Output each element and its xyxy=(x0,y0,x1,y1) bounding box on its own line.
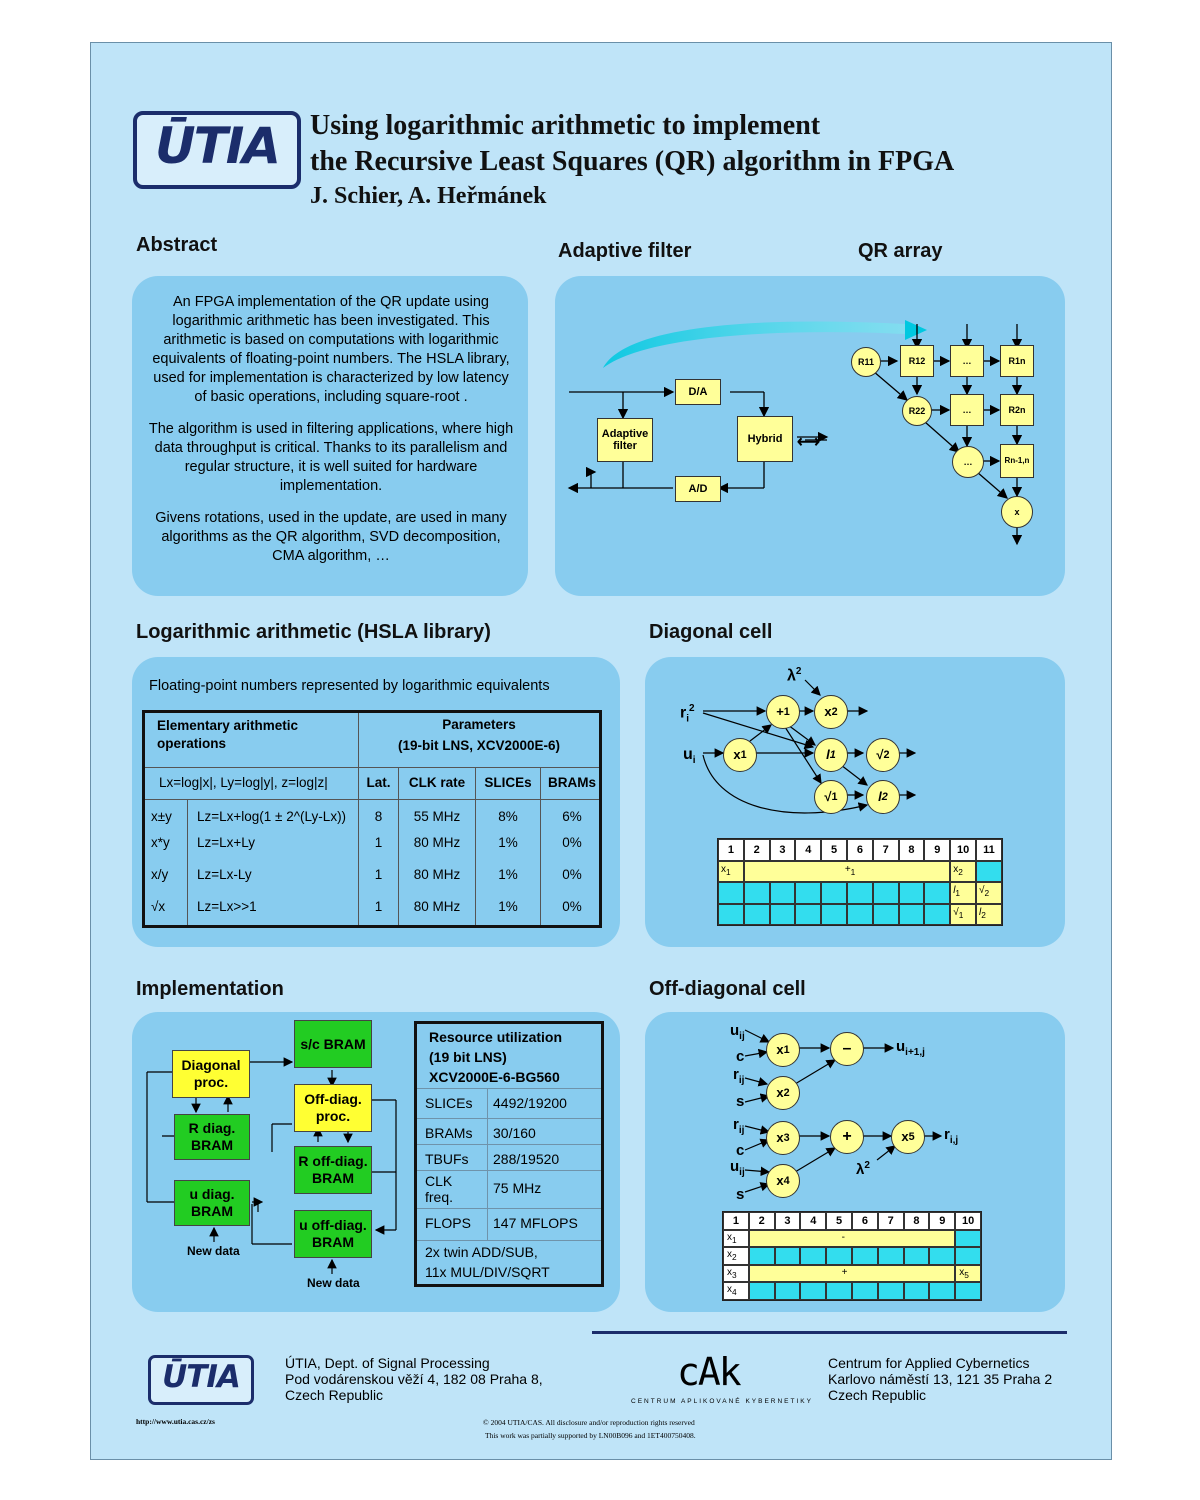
diag-sched-cell xyxy=(924,904,950,926)
res-value: 75 MHz xyxy=(493,1180,542,1196)
off-sched-head: 5 xyxy=(826,1212,852,1230)
diag-sched-cell xyxy=(899,882,925,904)
qr-dots-2: … xyxy=(950,394,984,426)
off-diagonal-cell-heading: Off-diagonal cell xyxy=(649,978,806,1000)
off-sched-label: $x_4$ xyxy=(727,1284,737,1298)
off-sched-head: 3 xyxy=(775,1212,801,1230)
off-sched-cell xyxy=(955,1282,981,1300)
diag-sched-head: 5 xyxy=(821,839,847,861)
diag-sched-cell xyxy=(976,861,1002,883)
qr-r22: R22 xyxy=(902,396,932,426)
hsla-cell-op: √x xyxy=(151,899,166,914)
diag-sched-cell xyxy=(847,904,873,926)
hsla-cell-slices: 1% xyxy=(498,835,518,850)
diag-sched-cell xyxy=(770,904,796,926)
offdiag-x2-node: x 2 xyxy=(766,1076,800,1110)
diag-sched-cell xyxy=(873,882,899,904)
diag-sq2-node: √ 2 xyxy=(866,738,900,772)
hsla-cell-lat: 1 xyxy=(374,835,383,850)
hsla-cell-slices: 1% xyxy=(498,899,518,914)
qr-r12: R12 xyxy=(900,345,934,377)
diag-sched-head: 9 xyxy=(924,839,950,861)
off-sched-cell xyxy=(929,1247,955,1265)
diagonal-proc-box: Diagonal proc. xyxy=(172,1050,250,1098)
resource-utilization-table xyxy=(414,1021,604,1287)
off-sched-label: $x_2$ xyxy=(727,1249,737,1263)
abstract-panel xyxy=(132,276,528,596)
diagonal-cell-heading: Diagonal cell xyxy=(649,621,773,643)
diag-sched-label: $√_1$ xyxy=(953,906,964,920)
abstract-paragraph-2: The algorithm is used in filtering applications, where high data throughput is critical. Thanks to its parallelism and regular structure, it is well suited for hardware implementation. xyxy=(148,421,514,494)
hsla-cell-brams: 0% xyxy=(562,867,582,882)
off-sched-label: - xyxy=(841,1231,846,1243)
hsla-cell-slices: 8% xyxy=(498,809,518,824)
off-sched-cell xyxy=(800,1282,826,1300)
offdiag-uij-1: $u_{ij}$ xyxy=(730,1022,745,1042)
diag-sched-cell xyxy=(718,904,744,926)
diag-sched-label: $l_2$ xyxy=(979,906,986,920)
hsla-cell-op: x±y xyxy=(151,809,172,824)
diag-ui: $u_i$ xyxy=(683,746,696,767)
diag-sched-cell xyxy=(899,904,925,926)
offdiag-x5-node: x 5 xyxy=(891,1120,925,1154)
offdiag-c-1: c xyxy=(736,1048,745,1065)
diag-sched-head: 3 xyxy=(770,839,796,861)
res-row xyxy=(417,1144,601,1171)
off-sched-label: + xyxy=(841,1266,848,1278)
hsla-table-frame xyxy=(142,710,602,928)
diag-sched-label: $√_2$ xyxy=(979,885,990,898)
offdiag-c-2: c xyxy=(736,1142,745,1159)
diag-sched-head: 8 xyxy=(899,839,925,861)
off-sched-head: 6 xyxy=(852,1212,878,1230)
off-sched-label: $x_5$ xyxy=(959,1266,969,1280)
diag-sched-cell xyxy=(821,882,847,904)
new-data-label-2: New data xyxy=(307,1276,360,1290)
hsla-cell-lat: 8 xyxy=(374,809,383,824)
diag-schedule xyxy=(717,838,1003,926)
off-sched-head: 1 xyxy=(723,1212,749,1230)
hsla-cell-clk: 55 MHz xyxy=(413,809,461,824)
footer-rule xyxy=(592,1331,1067,1334)
diag-sched-head: 11 xyxy=(976,839,1002,861)
res-key: BRAMs xyxy=(425,1125,473,1141)
res-value: 288/19520 xyxy=(493,1151,560,1167)
hsla-cell-clk: 80 MHz xyxy=(413,899,461,914)
diag-sched-head: 4 xyxy=(795,839,821,861)
offdiag-rij-1: $r_{ij}$ xyxy=(733,1066,745,1086)
adaptive-filter-heading: Adaptive filter xyxy=(558,240,692,262)
hsla-head-right-2: (19-bit LNS, XCV2000E-6) xyxy=(397,738,561,753)
cak-logo: cAk xyxy=(677,1350,740,1394)
offdiag-x3-node: x 3 xyxy=(766,1121,800,1155)
off-sched-head: 7 xyxy=(878,1212,904,1230)
footer-utia-address: ÚTIA, Dept. of Signal Processing Pod vodárenskou věží 4, 182 08 Praha 8, Czech Republic xyxy=(285,1355,543,1403)
off-sched-cell xyxy=(929,1282,955,1300)
qr-r11: R11 xyxy=(851,347,881,377)
hybrid-box: Hybrid xyxy=(737,416,793,462)
diag-sched-head: 7 xyxy=(873,839,899,861)
offdiag-out-r: $r_{i,j}$ xyxy=(944,1126,959,1146)
diag-sched-label: $x_2$ xyxy=(953,863,963,877)
off-sched-cell xyxy=(852,1282,878,1300)
off-sched-head: 4 xyxy=(800,1212,826,1230)
off-sched-cell xyxy=(800,1247,826,1265)
diag-sched-cell xyxy=(847,882,873,904)
off-sched-cell xyxy=(749,1247,775,1265)
hsla-cell-formula: Lz=Lx+Ly xyxy=(197,835,256,850)
res-note-1: 2x twin ADD/SUB, xyxy=(425,1244,538,1260)
offdiag-rij-2: $r_{ij}$ xyxy=(733,1116,745,1136)
offdiag-x1-node: x 1 xyxy=(766,1033,800,1067)
off-sched-cell xyxy=(826,1282,852,1300)
hsla-cell-lat: 1 xyxy=(374,867,383,882)
hsla-cell-op: x*y xyxy=(151,835,170,850)
diag-sched-cell xyxy=(821,904,847,926)
off-sched-head: 10 xyxy=(955,1212,981,1230)
off-sched-cell xyxy=(826,1247,852,1265)
off-sched-cell xyxy=(878,1282,904,1300)
qr-x: x xyxy=(1001,496,1033,528)
offdiag-schedule xyxy=(722,1211,982,1301)
hsla-defs: Lx=log|x|, Ly=log|y|, z=log|z| xyxy=(159,775,328,790)
off-sched-span xyxy=(749,1230,955,1248)
r-offdiag-bram-box: R off-diag. BRAM xyxy=(294,1146,372,1194)
r-diag-bram-box: R diag. BRAM xyxy=(174,1114,250,1160)
sc-bram-box: s/c BRAM xyxy=(294,1020,372,1068)
off-sched-head: 9 xyxy=(929,1212,955,1230)
diag-ri: $r_i^2$ xyxy=(680,703,695,725)
ad-box: A/D xyxy=(675,476,721,502)
implementation-heading: Implementation xyxy=(136,978,284,1000)
diag-sched-cell xyxy=(873,904,899,926)
hsla-cell-clk: 80 MHz xyxy=(413,867,461,882)
res-title-1: Resource utilization xyxy=(429,1029,563,1045)
qr-rn1n: Rn-1,n xyxy=(1000,444,1034,478)
qr-array-heading: QR array xyxy=(858,240,943,262)
abstract-paragraph-1: An FPGA implementation of the QR update using logarithmic arithmetic has been investigated. This arithmetic is based on computations with logarithmic equivalents of floating-point numbers. The HSLA library, used for implementation is characterized by low latency of basic operations, including square-root . xyxy=(152,294,510,405)
off-sched-cell xyxy=(955,1230,981,1248)
offdiag-uij-2: $u_{ij}$ xyxy=(730,1158,745,1178)
off-sched-cell xyxy=(878,1247,904,1265)
hybrid-bidir-arrow: ⟷ xyxy=(797,434,820,451)
res-row xyxy=(417,1170,601,1209)
title-line-2: the Recursive Least Squares (QR) algorithm in FPGA xyxy=(310,146,955,177)
offdiag-minus-node: – xyxy=(830,1032,864,1066)
diag-sched-label: $+_1$ xyxy=(844,863,856,877)
hsla-col-clk: CLK rate xyxy=(408,775,466,790)
res-title-3: XCV2000E-6-BG560 xyxy=(429,1069,560,1085)
res-note-2: 11x MUL/DIV/SQRT xyxy=(425,1264,550,1280)
cak-subtitle: CENTRUM APLIKOVANÉ KYBERNETIKY xyxy=(631,1398,813,1405)
offdiag-out-u: $u_{i+1,j}$ xyxy=(896,1038,925,1058)
offdiag-proc-box: Off-diag. proc. xyxy=(294,1084,372,1132)
res-key: CLK freq. xyxy=(425,1173,454,1205)
off-sched-head: 8 xyxy=(904,1212,930,1230)
offdiag-lambda: $\lambda^2$ xyxy=(856,1160,870,1178)
hsla-cell-formula: Lz=Lx>>1 xyxy=(197,899,257,914)
u-offdiag-bram-box: u off-diag. BRAM xyxy=(294,1210,372,1258)
offdiag-s-1: s xyxy=(736,1093,745,1110)
qr-r2n: R2n xyxy=(1000,394,1034,426)
footer-utia-logo: ŪTIA xyxy=(148,1355,254,1405)
res-title-2: (19 bit LNS) xyxy=(429,1049,507,1065)
off-sched-cell xyxy=(775,1247,801,1265)
footer-url[interactable]: http://www.utia.cas.cz/zs xyxy=(136,1417,215,1426)
diag-x1-node: x 1 xyxy=(723,738,757,772)
diag-sched-label: $x_1$ xyxy=(721,863,731,877)
diag-lambda: $\lambda^2$ xyxy=(787,666,802,685)
hsla-cell-brams: 6% xyxy=(562,809,582,824)
hsla-cell-brams: 0% xyxy=(562,899,582,914)
abstract-paragraph-3: Givens rotations, used in the update, are used in many algorithms as the QR algorithm, SVD decomposition, CMA algorithm, … xyxy=(155,510,507,564)
diag-sched-cell xyxy=(718,882,744,904)
res-value: 4492/19200 xyxy=(493,1095,567,1111)
footer-support: This work was partially supported by LN00B096 and 1ET400750408. xyxy=(485,1431,696,1440)
diag-sched-head: 6 xyxy=(847,839,873,861)
res-key: SLICEs xyxy=(425,1095,473,1111)
res-key: FLOPS xyxy=(425,1215,471,1231)
hsla-col-slices: SLICEs xyxy=(484,775,532,790)
hsla-cell-op: x/y xyxy=(151,867,169,882)
res-value: 30/160 xyxy=(493,1125,536,1141)
abstract-heading: Abstract xyxy=(136,234,218,256)
footer-copyright: © 2004 UTIA/CAS. All disclosure and/or reproduction rights reserved xyxy=(483,1418,695,1427)
diag-sched-cell xyxy=(795,904,821,926)
hsla-cell-lat: 1 xyxy=(374,899,383,914)
diag-l2-node: l 2 xyxy=(866,780,900,814)
off-sched-head: 2 xyxy=(749,1212,775,1230)
res-row xyxy=(417,1088,601,1119)
diag-sched-head: 2 xyxy=(744,839,770,861)
offdiag-x4-node: x 4 xyxy=(766,1164,800,1198)
qr-r1n: R1n xyxy=(1000,345,1034,377)
hsla-head-left: Elementary arithmetic operations xyxy=(157,718,299,751)
diag-sched-cell xyxy=(924,882,950,904)
qr-dots-1: … xyxy=(950,345,984,377)
diag-sched-label: $l_1$ xyxy=(953,885,961,898)
off-sched-cell xyxy=(852,1247,878,1265)
new-data-label-1: New data xyxy=(187,1244,240,1258)
diag-sched-head: 1 xyxy=(718,839,744,861)
diag-sched-cell xyxy=(744,904,770,926)
off-sched-cell xyxy=(955,1247,981,1265)
res-value: 147 MFLOPS xyxy=(493,1215,578,1231)
res-key: TBUFs xyxy=(425,1151,469,1167)
diag-sq1-node: √ 1 xyxy=(814,780,848,814)
off-sched-span xyxy=(749,1265,955,1283)
u-diag-bram-box: u diag. BRAM xyxy=(174,1180,250,1226)
res-row xyxy=(417,1118,601,1145)
da-box: D/A xyxy=(675,379,721,405)
offdiag-s-2: s xyxy=(736,1186,745,1203)
off-sched-cell xyxy=(775,1282,801,1300)
hsla-cell-clk: 80 MHz xyxy=(413,835,461,850)
hsla-cell-slices: 1% xyxy=(498,867,518,882)
off-sched-label: $x_1$ xyxy=(727,1231,737,1245)
off-sched-label: $x_3$ xyxy=(727,1266,737,1280)
diag-sched-cell xyxy=(795,882,821,904)
res-row xyxy=(417,1208,601,1241)
off-sched-cell xyxy=(904,1247,930,1265)
hsla-cell-formula: Lz=Lx-Ly xyxy=(197,867,252,882)
adaptive-filter-box: Adaptive filter xyxy=(597,418,653,462)
hsla-cell-formula: Lz=Lx+log(1 ± 2^(Ly-Lx)) xyxy=(197,809,347,824)
diagonal-cell-diagram xyxy=(645,657,1065,837)
off-sched-cell xyxy=(749,1282,775,1300)
hsla-intro: Floating-point numbers represented by logarithmic equivalents xyxy=(149,678,550,694)
diag-plus1-node: + 1 xyxy=(766,695,800,729)
log-arith-heading: Logarithmic arithmetic (HSLA library) xyxy=(136,621,491,643)
diag-sched-cell xyxy=(770,882,796,904)
diag-l1-node: l 1 xyxy=(814,738,848,772)
diag-x2-node: x 2 xyxy=(814,695,848,729)
utia-logo: ŪTIA xyxy=(133,111,301,189)
hsla-cell-brams: 0% xyxy=(562,835,582,850)
title-line-1: Using logarithmic arithmetic to implement xyxy=(310,110,821,141)
footer-cac-address: Centrum for Applied Cybernetics Karlovo náměstí 13, 121 35 Praha 2 Czech Republic xyxy=(828,1355,1053,1403)
hsla-head-right-1: Parameters xyxy=(442,717,516,732)
diag-sched-head: 10 xyxy=(950,839,976,861)
offdiag-plus-node: + xyxy=(830,1120,864,1154)
authors: J. Schier, A. Heřmánek xyxy=(310,183,547,209)
qr-dots-diag: … xyxy=(952,446,984,478)
hsla-col-brams: BRAMs xyxy=(547,775,596,790)
diag-sched-cell xyxy=(744,882,770,904)
off-sched-cell xyxy=(904,1282,930,1300)
hsla-col-lat: Lat. xyxy=(366,775,391,790)
